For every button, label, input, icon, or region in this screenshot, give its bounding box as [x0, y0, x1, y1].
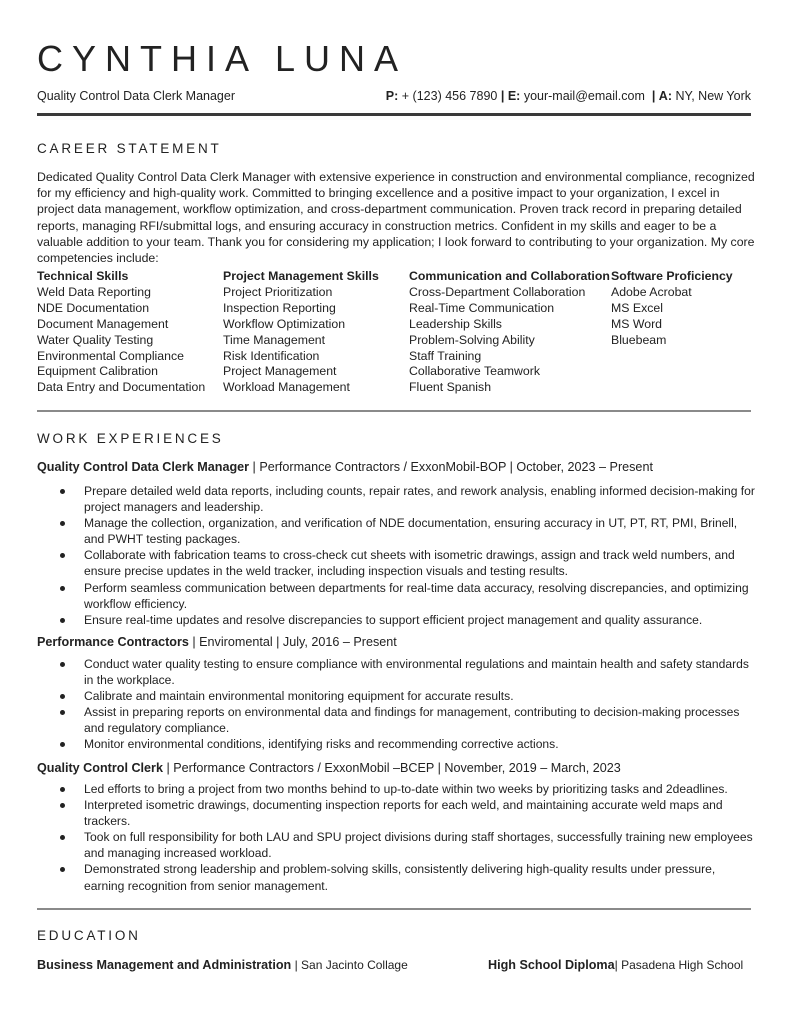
job-bullet-list — [58, 656, 758, 753]
skill-item: Equipment Calibration — [37, 364, 158, 379]
subheader — [37, 89, 751, 105]
skill-item: Staff Training — [409, 348, 482, 363]
skill-item: Adobe Acrobat — [611, 284, 692, 299]
skill-item: Inspection Reporting — [223, 300, 336, 315]
career-section-title: CAREER STATEMENT — [37, 141, 222, 156]
contact-info — [386, 89, 751, 103]
job-bullet-list — [58, 781, 758, 894]
skill-item: Leadership Skills — [409, 316, 502, 331]
degree: High School Diploma — [488, 958, 615, 972]
list-item — [58, 483, 758, 515]
section-divider — [37, 908, 751, 910]
bullet-text: Took on full responsibility for both LAU and SPU project divisions during staff shortages, successfully training new employees and managing increased workload. — [84, 830, 753, 861]
skill-item: Project Management — [223, 364, 337, 379]
skills-column-software — [611, 269, 733, 349]
list-item — [58, 704, 758, 736]
bullet-text: Led efforts to bring a project from two months behind to up-to-date within two weeks by prioritizing tasks and 2deadlines. — [84, 782, 728, 796]
section-divider — [37, 410, 751, 412]
job-title: Performance Contractors — [37, 635, 189, 649]
job-details: | Enviromental | July, 2016 – Present — [188, 635, 397, 649]
bullet-icon — [60, 835, 65, 840]
candidate-name: CYNTHIA LUNA — [37, 38, 408, 79]
job-bullet-list — [58, 483, 758, 628]
phone-label: P: — [385, 89, 399, 103]
header-divider — [37, 113, 751, 116]
bullet-text: Conduct water quality testing to ensure compliance with environmental regulations and maintain health and safety standards in the workplace. — [84, 657, 749, 688]
bullet-text: Calibrate and maintain environmental monitoring equipment for accurate results. — [84, 689, 514, 704]
list-item — [58, 547, 758, 579]
work-section-title: WORK EXPERIENCES — [37, 431, 224, 446]
bullet-text: Demonstrated strong leadership and problem-solving skills, consistently delivering high-quality results under pressure, earning recognition from senior management. — [84, 862, 716, 893]
skills-heading: Technical Skills — [37, 269, 129, 283]
job-title: Quality Control Clerk — [37, 761, 163, 775]
skill-item: Weld Data Reporting — [37, 284, 151, 299]
bullet-icon — [60, 742, 65, 747]
education-entry — [37, 958, 408, 972]
skill-item: NDE Documentation — [37, 300, 150, 315]
skills-heading: Communication and Collaboration — [409, 269, 610, 283]
email-label: E: — [507, 89, 521, 103]
bullet-icon — [60, 489, 65, 494]
skills-heading: Software Proficiency — [611, 269, 733, 283]
skill-item: Real-Time Communication — [409, 300, 555, 315]
skill-item: Workflow Optimization — [223, 316, 346, 331]
skills-column-project-management — [223, 269, 379, 396]
skill-item: Problem-Solving Ability — [409, 332, 535, 347]
school: | San Jacinto Collage — [291, 958, 408, 972]
bullet-text: Assist in preparing reports on environmental data and findings for management, contributing to decision-making processes and regulatory compliance. — [84, 705, 740, 736]
job-header — [37, 635, 397, 649]
skill-item: Cross-Department Collaboration — [409, 284, 586, 299]
list-item — [58, 829, 758, 861]
list-item — [58, 736, 758, 752]
skill-item: Document Management — [37, 316, 169, 331]
skill-item: MS Word — [611, 316, 663, 331]
contact-separator: | — [651, 89, 656, 103]
skill-item: Fluent Spanish — [409, 380, 492, 395]
bullet-icon — [60, 662, 65, 667]
skills-column-communication — [409, 269, 610, 396]
bullet-icon — [60, 694, 65, 699]
skill-item: Collaborative Teamwork — [409, 364, 540, 379]
bullet-icon — [60, 618, 65, 623]
phone-number: + (123) 456 7890 — [401, 89, 498, 103]
skills-heading: Project Management Skills — [223, 269, 379, 283]
list-item — [58, 688, 758, 704]
skill-item: Project Prioritization — [223, 284, 333, 299]
skill-item: MS Excel — [611, 300, 663, 315]
skill-item: Time Management — [223, 332, 326, 347]
bullet-text: Manage the collection, organization, and verification of NDE documentation, ensuring accuracy in UT, PT, RT, PMI, Brinell, and PWHT testing packages. — [84, 516, 738, 547]
list-item — [58, 515, 758, 547]
skills-column-technical — [37, 269, 205, 396]
skill-item: Bluebeam — [611, 332, 667, 347]
list-item — [58, 612, 758, 628]
skill-item: Data Entry and Documentation — [37, 380, 206, 395]
bullet-icon — [60, 710, 65, 715]
bullet-icon — [60, 521, 65, 526]
address: NY, New York — [675, 89, 751, 103]
skill-item: Water Quality Testing — [37, 332, 154, 347]
job-details: | Performance Contractors / ExxonMobil-BOP | October, 2023 – Present — [249, 460, 653, 474]
email-address: your-mail@email.com — [523, 89, 645, 103]
skill-item: Risk Identification — [223, 348, 320, 363]
list-item — [58, 797, 758, 829]
job-header — [37, 761, 621, 775]
job-header — [37, 460, 653, 474]
bullet-text: Prepare detailed weld data reports, including counts, repair rates, and rework analysis, enabling informed decision-making for project managers and leadership. — [84, 484, 755, 515]
degree: Business Management and Administration — [37, 958, 292, 972]
list-item — [58, 861, 758, 893]
bullet-icon — [60, 553, 65, 558]
bullet-icon — [60, 803, 65, 808]
list-item — [58, 656, 758, 688]
contact-separator: | — [500, 89, 505, 103]
skill-item: Environmental Compliance — [37, 348, 184, 363]
bullet-text: Monitor environmental conditions, identifying risks and recommending corrective actions. — [84, 737, 559, 752]
list-item — [58, 580, 758, 612]
bullet-text: Perform seamless communication between departments for real-time data accuracy, resolving discrepancies, and optimizing workflow efficiency. — [84, 580, 749, 611]
bullet-icon — [60, 787, 65, 792]
bullet-text: Collaborate with fabrication teams to cross-check cut sheets with isometric drawings, assign and track weld numbers, and ensure precise updates in the weld tracker, including inspection visuals and testing results. — [84, 548, 735, 579]
list-item — [58, 781, 758, 797]
bullet-text: Ensure real-time updates and resolve discrepancies to support efficient project management and quality assurance. — [84, 612, 703, 627]
job-title: Quality Control Data Clerk Manager — [37, 460, 250, 474]
bullet-icon — [60, 867, 65, 872]
job-role: Quality Control Data Clerk Manager — [37, 89, 235, 103]
bullet-text: Interpreted isometric drawings, documenting inspection reports for each weld, and maintaining accurate weld maps and trackers. — [84, 798, 723, 829]
education-section-title: EDUCATION — [37, 928, 141, 943]
school: | Pasadena High School — [614, 958, 744, 972]
skill-item: Workload Management — [223, 380, 350, 395]
address-label: A: — [658, 89, 672, 103]
career-statement: Dedicated Quality Control Data Clerk Manager with extensive experience in construction and environmental compliance, recognized for my efficiency and high-quality work. Committed to bringing excellence and a positive impact to your organization, I excel in project data management, workflow optimization, and cross-department communication. Proven track record in preparing detailed reports, managing RFI/submittal logs, and ensuring accuracy in construction metrics. Confident in my skills and eager to be a valuable addition to your team. Thank you for considering my application; I look forward to contributing to your organization. My core competencies include: — [37, 170, 755, 266]
education-entry — [488, 958, 743, 972]
job-details: | Performance Contractors / ExxonMobil –BCEP | November, 2019 – March, 2023 — [162, 761, 621, 775]
bullet-icon — [60, 586, 65, 591]
